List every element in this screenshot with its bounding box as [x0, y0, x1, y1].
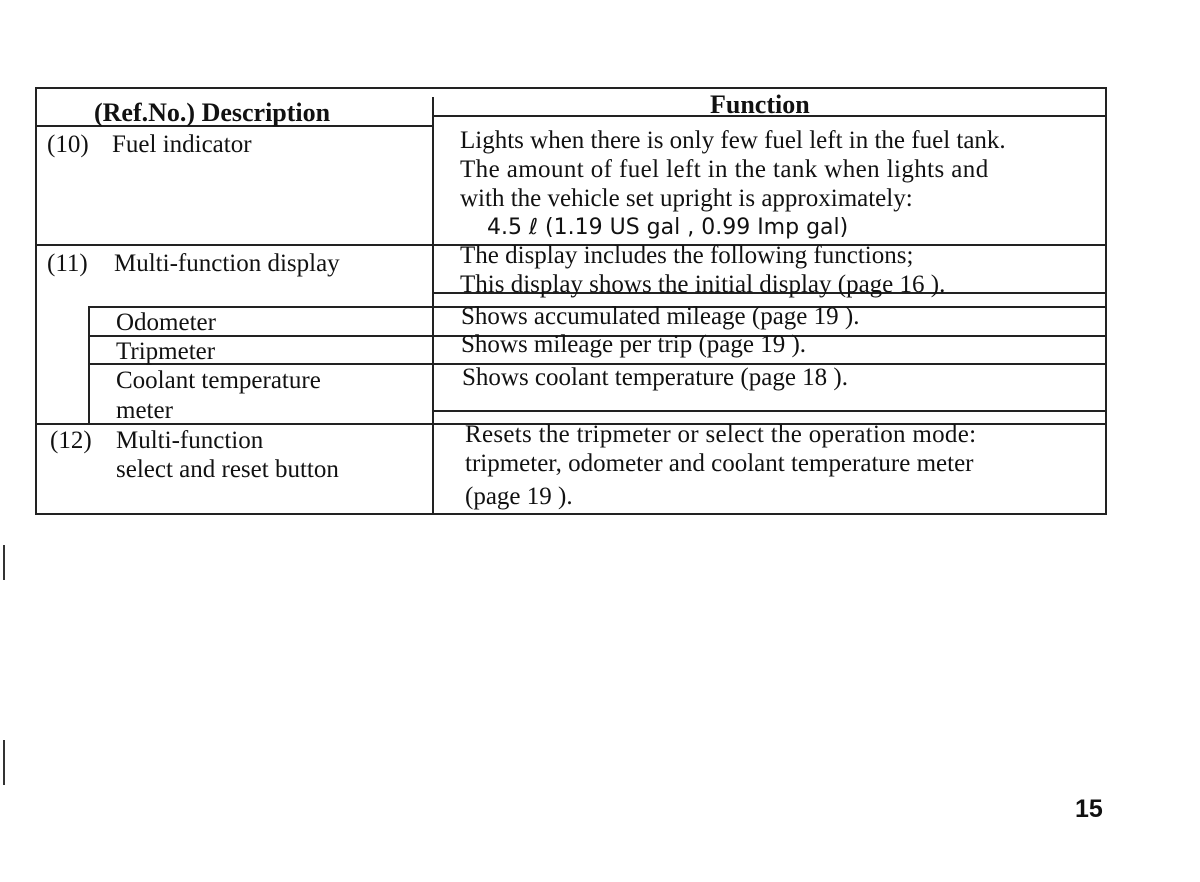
function-line: (page 19 ). — [465, 483, 573, 510]
header-function: Function — [710, 90, 810, 119]
row-description: Tripmeter — [116, 338, 216, 365]
fuel-capacity: 4.5 ℓ (1.19 US gal , 0.99 Imp gal) — [487, 215, 849, 240]
function-line: The display includes the following functions; — [460, 242, 914, 269]
function-line: Lights when there is only few fuel left in the fuel tank. — [460, 127, 1006, 154]
function-line: Shows accumulated mileage (page 19 ). — [461, 303, 860, 330]
function-line: tripmeter, odometer and coolant temperature meter — [465, 450, 974, 477]
row-description: Odometer — [116, 309, 216, 336]
row-ref: (10) — [47, 131, 89, 158]
row-description: select and reset button — [116, 456, 339, 483]
row-description: Multi-function display — [114, 250, 340, 277]
function-line: Shows coolant temperature (page 18 ). — [462, 364, 848, 391]
function-line: Resets the tripmeter or select the operation mode: — [465, 421, 977, 448]
function-line: Shows mileage per trip (page 19 ). — [461, 331, 807, 358]
row-description: meter — [116, 397, 173, 424]
function-line: with the vehicle set upright is approximately: — [460, 185, 913, 212]
row-ref: (11) — [47, 250, 88, 277]
margin-mark — [3, 740, 5, 785]
row-divider-coolant-right — [432, 410, 1107, 412]
row-ref: (12) — [50, 427, 92, 454]
margin-mark — [3, 545, 5, 580]
subrow-indent-line — [88, 306, 90, 424]
header-description: (Ref.No.) Description — [94, 98, 331, 127]
row-description: Coolant temperature — [116, 367, 321, 394]
function-line: This display shows the initial display (page 16 ). — [460, 271, 946, 298]
function-line: The amount of fuel left in the tank when lights and — [460, 156, 989, 183]
row-description: Fuel indicator — [112, 131, 252, 158]
row-description: Multi-function — [116, 427, 264, 454]
page-number: 15 — [1075, 795, 1103, 823]
